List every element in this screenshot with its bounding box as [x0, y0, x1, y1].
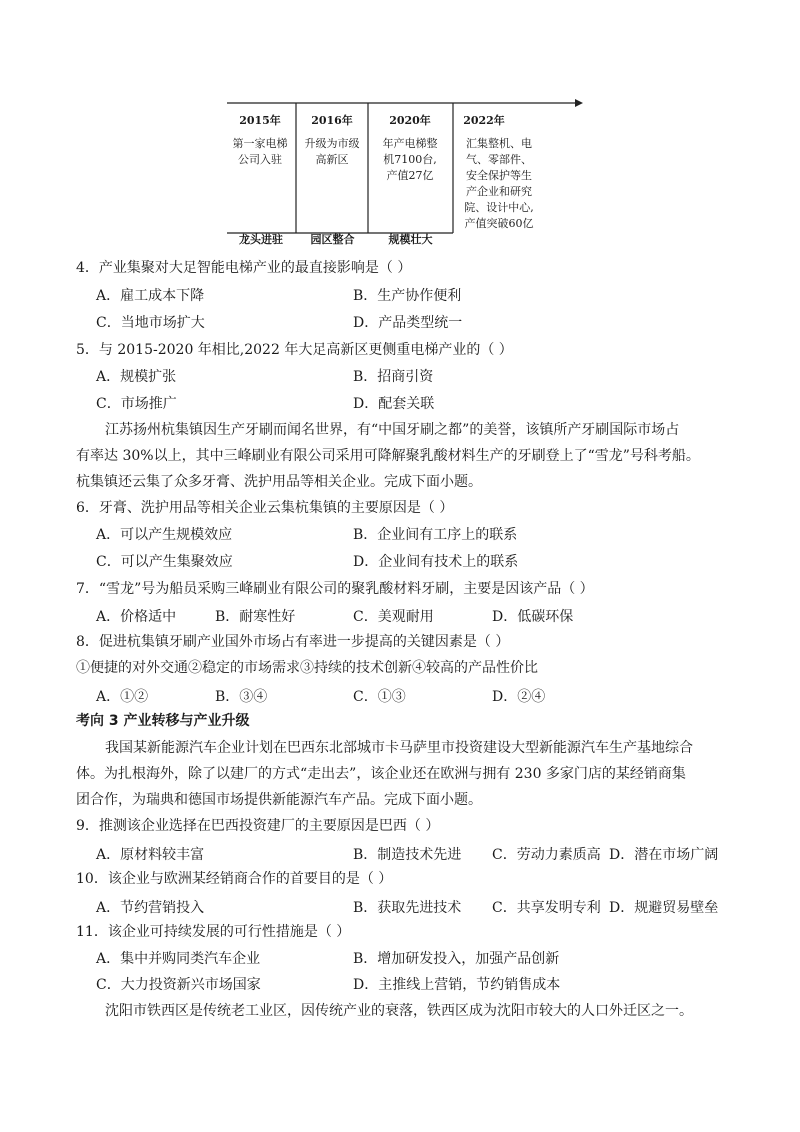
desc-line: 安全保护等生 [466, 169, 532, 182]
q7-option-b[interactable]: B．耐寒性好 [215, 609, 296, 625]
q6-option-a[interactable]: A．可以产生规模效应 [96, 527, 233, 543]
passage-1-line-1: 江苏扬州杭集镇因生产牙刷而闻名世界，有“中国牙刷之都”的美誉，该镇所产牙刷国际市场占 [105, 422, 680, 438]
q7-option-c[interactable]: C．美观耐用 [353, 609, 434, 625]
timeline-desc-2022 [454, 136, 544, 232]
q9-option-c[interactable]: C．劳动力素质高 [492, 847, 601, 863]
section-3-heading: 考向 3 产业转移与产业升级 [76, 713, 250, 729]
desc-line: 第一家电梯 [232, 137, 288, 150]
question-10-stem: 10．该企业与欧洲某经销商合作的首要目的是（ ） [76, 871, 393, 887]
passage-2-line-2: 体。为扎根海外，除了以建厂的方式“走出去”，该企业还在欧洲与拥有 230 多家门店的某经销商集 [76, 766, 686, 782]
timeline-arrowhead [575, 99, 583, 107]
q8-option-a[interactable]: A．①② [96, 689, 149, 705]
q6-option-c[interactable]: C．可以产生集聚效应 [96, 554, 233, 570]
timeline-year-2016: 2016年 [311, 114, 353, 127]
desc-line: 升级为市级 [304, 137, 360, 150]
passage-3-line-1: 沈阳市铁西区是传统老工业区，因传统产业的衰落，铁西区成为沈阳市较大的人口外迁区之一。 [105, 1003, 693, 1019]
desc-line: 产值27亿 [386, 169, 434, 182]
industry-timeline-diagram [225, 90, 585, 255]
question-8-stem: 8．促进杭集镇牙刷产业国外市场占有率进一步提高的关键因素是（ ） [76, 634, 510, 650]
q4-option-d[interactable]: D．产品类型统一 [353, 315, 463, 331]
question-5-stem: 5．与 2015-2020 年相比,2022 年大足高新区更侧重电梯产业的（ ） [76, 342, 513, 358]
q10-option-d[interactable]: D．规避贸易壁垒 [609, 900, 719, 916]
q11-option-d[interactable]: D．主推线上营销，节约销售成本 [353, 977, 561, 993]
question-11-stem: 11．该企业可持续发展的可行性措施是（ ） [76, 924, 351, 940]
q8-option-c[interactable]: C．①③ [353, 689, 406, 705]
passage-2-line-3: 团合作，为瑞典和德国市场提供新能源汽车产品。完成下面小题。 [76, 792, 482, 808]
q7-option-d[interactable]: D．低碳环保 [492, 609, 574, 625]
q11-option-b[interactable]: B．增加研发投入，加强产品创新 [353, 951, 560, 967]
q11-option-c[interactable]: C．大力投资新兴市场国家 [96, 977, 261, 993]
timeline-year-2020: 2020年 [389, 114, 431, 127]
timeline-desc-2016 [297, 136, 367, 168]
desc-line: 气、零部件、 [466, 153, 532, 166]
q5-option-b[interactable]: B．招商引资 [353, 369, 434, 385]
q4-option-a[interactable]: A．雇工成本下降 [96, 288, 205, 304]
passage-1-line-2: 有率达 30%以上，其中三峰刷业有限公司采用可降解聚乳酸材料生产的牙刷登上了“雪龙”号科考船。 [76, 448, 700, 464]
q9-option-d[interactable]: D．潜在市场广阔 [609, 847, 719, 863]
q6-option-b[interactable]: B．企业间有工序上的联系 [353, 527, 518, 543]
question-6-stem: 6．牙膏、洗护用品等相关企业云集杭集镇的主要原因是（ ） [76, 500, 454, 516]
desc-line: 汇集整机、电 [466, 137, 532, 150]
desc-line: 产企业和研究 [466, 185, 532, 198]
q10-option-c[interactable]: C．共享发明专利 [492, 900, 601, 916]
q4-option-c[interactable]: C．当地市场扩大 [96, 315, 205, 331]
timeline-year-2015: 2015年 [239, 114, 281, 127]
passage-1-line-3: 杭集镇还云集了众多牙膏、洗护用品等相关企业。完成下面小题。 [76, 474, 482, 490]
timeline-desc-2020 [369, 136, 451, 184]
timeline-stage-1: 龙头进驻 [239, 233, 283, 246]
q10-option-b[interactable]: B．获取先进技术 [353, 900, 462, 916]
desc-line: 产值突破60亿 [464, 217, 534, 230]
q5-option-c[interactable]: C．市场推广 [96, 396, 177, 412]
desc-line: 高新区 [315, 153, 349, 166]
question-9-stem: 9．推测该企业选择在巴西投资建厂的主要原因是巴西（ ） [76, 818, 440, 834]
q9-option-b[interactable]: B．制造技术先进 [353, 847, 462, 863]
q8-option-b[interactable]: B．③④ [215, 689, 268, 705]
q8-option-d[interactable]: D．②④ [492, 689, 546, 705]
desc-line: 院、设计中心, [464, 201, 534, 214]
q6-option-d[interactable]: D．企业间有技术上的联系 [353, 554, 519, 570]
question-7-stem: 7．“雪龙”号为船员采购三峰刷业有限公司的聚乳酸材料牙刷，主要是因该产品（ ） [76, 581, 594, 597]
timeline-year-2022: 2022年 [463, 114, 505, 127]
q4-option-b[interactable]: B．生产协作便利 [353, 288, 462, 304]
timeline-desc-2015 [225, 136, 295, 168]
desc-line: 机7100台, [383, 153, 437, 166]
q9-option-a[interactable]: A．原材料较丰富 [96, 847, 205, 863]
q5-option-d[interactable]: D．配套关联 [353, 396, 435, 412]
q7-option-a[interactable]: A．价格适中 [96, 609, 177, 625]
question-4-stem: 4．产业集聚对大足智能电梯产业的最直接影响是（ ） [76, 260, 412, 276]
desc-line: 公司入驻 [238, 153, 282, 166]
timeline-stage-2: 园区整合 [310, 233, 355, 246]
q10-option-a[interactable]: A．节约营销投入 [96, 900, 205, 916]
q5-option-a[interactable]: A．规模扩张 [96, 369, 177, 385]
passage-2-line-1: 我国某新能源汽车企业计划在巴西东北部城市卡马萨里市投资建设大型新能源汽车生产基地综合 [105, 740, 693, 756]
q8-items: ①便捷的对外交通②稳定的市场需求③持续的技术创新④较高的产品性价比 [76, 660, 538, 676]
timeline-stage-3: 规模壮大 [388, 233, 433, 246]
q11-option-a[interactable]: A．集中并购同类汽车企业 [96, 951, 261, 967]
desc-line: 年产电梯整 [382, 137, 438, 150]
